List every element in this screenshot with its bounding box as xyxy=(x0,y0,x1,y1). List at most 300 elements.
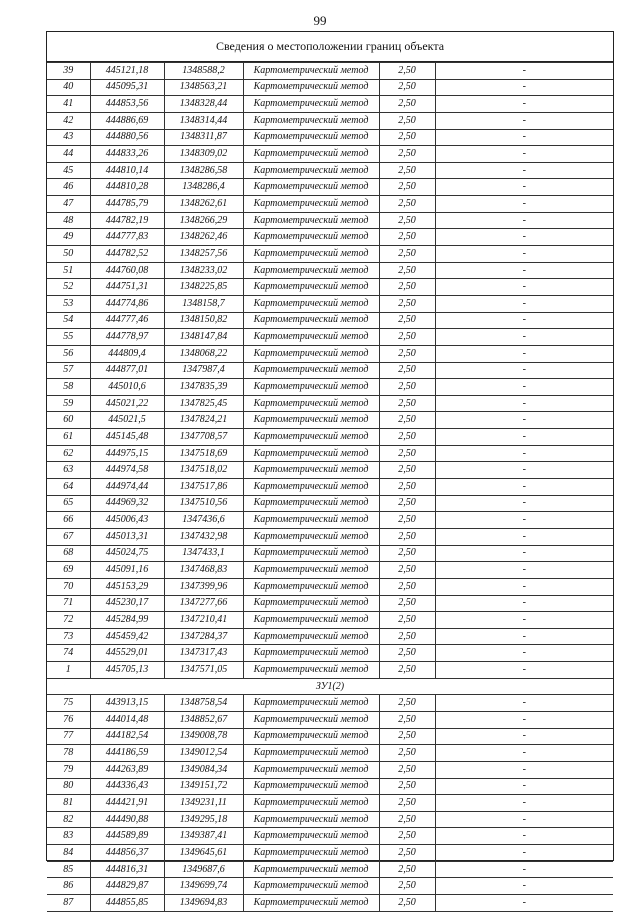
x-coordinate-cell: 444855,85 xyxy=(90,895,164,912)
method-cell: Картометрический метод xyxy=(243,728,379,745)
description-cell: - xyxy=(435,229,613,246)
point-number-cell: 54 xyxy=(47,312,90,329)
method-cell: Картометрический метод xyxy=(243,445,379,462)
point-number-cell: 81 xyxy=(47,795,90,812)
y-coordinate-cell: 1347708,57 xyxy=(164,429,243,446)
table-row xyxy=(47,878,613,895)
accuracy-cell: 2,50 xyxy=(379,196,435,213)
description-cell: - xyxy=(435,79,613,96)
description-cell: - xyxy=(435,462,613,479)
y-coordinate-cell: 1348233,02 xyxy=(164,262,243,279)
y-coordinate-cell: 1347510,56 xyxy=(164,495,243,512)
point-number-cell: 60 xyxy=(47,412,90,429)
y-coordinate-cell: 1349084,34 xyxy=(164,761,243,778)
method-cell: Картометрический метод xyxy=(243,711,379,728)
point-number-cell: 39 xyxy=(47,63,90,80)
x-coordinate-cell: 445284,99 xyxy=(90,612,164,629)
x-coordinate-cell: 445010,6 xyxy=(90,379,164,396)
method-cell: Картометрический метод xyxy=(243,495,379,512)
y-coordinate-cell: 1348225,85 xyxy=(164,279,243,296)
method-cell: Картометрический метод xyxy=(243,179,379,196)
x-coordinate-cell: 444589,89 xyxy=(90,828,164,845)
table-row xyxy=(47,795,613,812)
method-cell: Картометрический метод xyxy=(243,828,379,845)
y-coordinate-cell: 1348286,4 xyxy=(164,179,243,196)
description-cell: - xyxy=(435,63,613,80)
description-cell: - xyxy=(435,662,613,679)
method-cell: Картометрический метод xyxy=(243,595,379,612)
x-coordinate-cell: 444877,01 xyxy=(90,362,164,379)
description-cell: - xyxy=(435,745,613,762)
description-cell: - xyxy=(435,112,613,129)
accuracy-cell: 2,50 xyxy=(379,845,435,862)
x-coordinate-cell: 444969,32 xyxy=(90,495,164,512)
method-cell: Картометрический метод xyxy=(243,262,379,279)
method-cell: Картометрический метод xyxy=(243,329,379,346)
description-cell: - xyxy=(435,528,613,545)
x-coordinate-cell: 444853,56 xyxy=(90,96,164,113)
table-row xyxy=(47,63,613,80)
x-coordinate-cell: 444263,89 xyxy=(90,761,164,778)
point-number-cell: 77 xyxy=(47,728,90,745)
description-cell: - xyxy=(435,362,613,379)
x-coordinate-cell: 444816,31 xyxy=(90,861,164,878)
point-number-cell: 82 xyxy=(47,811,90,828)
x-coordinate-cell: 444974,44 xyxy=(90,479,164,496)
accuracy-cell: 2,50 xyxy=(379,279,435,296)
description-cell: - xyxy=(435,578,613,595)
coordinates-table-body xyxy=(47,63,613,912)
method-cell: Картометрический метод xyxy=(243,612,379,629)
accuracy-cell: 2,50 xyxy=(379,612,435,629)
point-number-cell: 74 xyxy=(47,645,90,662)
x-coordinate-cell: 444751,31 xyxy=(90,279,164,296)
point-number-cell: 64 xyxy=(47,479,90,496)
method-cell: Картометрический метод xyxy=(243,479,379,496)
x-coordinate-cell: 445006,43 xyxy=(90,512,164,529)
x-coordinate-cell: 445529,01 xyxy=(90,645,164,662)
accuracy-cell: 2,50 xyxy=(379,345,435,362)
point-number-cell: 40 xyxy=(47,79,90,96)
y-coordinate-cell: 1349694,83 xyxy=(164,895,243,912)
accuracy-cell: 2,50 xyxy=(379,229,435,246)
x-coordinate-cell: 445013,31 xyxy=(90,528,164,545)
accuracy-cell: 2,50 xyxy=(379,329,435,346)
description-cell: - xyxy=(435,828,613,845)
table-caption: Сведения о местоположении границ объекта xyxy=(47,32,613,62)
point-number-cell: 85 xyxy=(47,861,90,878)
table-row xyxy=(47,162,613,179)
x-coordinate-cell: 444782,19 xyxy=(90,212,164,229)
description-cell: - xyxy=(435,129,613,146)
method-cell: Картометрический метод xyxy=(243,63,379,80)
x-coordinate-cell: 444829,87 xyxy=(90,878,164,895)
accuracy-cell: 2,50 xyxy=(379,445,435,462)
x-coordinate-cell: 444810,28 xyxy=(90,179,164,196)
table-row xyxy=(47,512,613,529)
x-coordinate-cell: 445091,16 xyxy=(90,562,164,579)
point-number-cell: 87 xyxy=(47,895,90,912)
table-row xyxy=(47,279,613,296)
accuracy-cell: 2,50 xyxy=(379,246,435,263)
method-cell: Картометрический метод xyxy=(243,246,379,263)
description-cell: - xyxy=(435,279,613,296)
point-number-cell: 51 xyxy=(47,262,90,279)
coordinates-table xyxy=(47,62,613,912)
method-cell: Картометрический метод xyxy=(243,112,379,129)
point-number-cell: 49 xyxy=(47,229,90,246)
method-cell: Картометрический метод xyxy=(243,628,379,645)
table-row xyxy=(47,728,613,745)
x-coordinate-cell: 444782,52 xyxy=(90,246,164,263)
accuracy-cell: 2,50 xyxy=(379,512,435,529)
table-row xyxy=(47,79,613,96)
table-row xyxy=(47,711,613,728)
table-row xyxy=(47,479,613,496)
accuracy-cell: 2,50 xyxy=(379,429,435,446)
accuracy-cell: 2,50 xyxy=(379,162,435,179)
description-cell: - xyxy=(435,379,613,396)
method-cell: Картометрический метод xyxy=(243,312,379,329)
point-number-cell: 80 xyxy=(47,778,90,795)
method-cell: Картометрический метод xyxy=(243,162,379,179)
method-cell: Картометрический метод xyxy=(243,811,379,828)
description-cell: - xyxy=(435,329,613,346)
table-row xyxy=(47,129,613,146)
method-cell: Картометрический метод xyxy=(243,895,379,912)
point-number-cell: 52 xyxy=(47,279,90,296)
y-coordinate-cell: 1347825,45 xyxy=(164,395,243,412)
point-number-cell: 43 xyxy=(47,129,90,146)
description-cell: - xyxy=(435,895,613,912)
point-number-cell: 50 xyxy=(47,246,90,263)
accuracy-cell: 2,50 xyxy=(379,179,435,196)
method-cell: Картометрический метод xyxy=(243,96,379,113)
description-cell: - xyxy=(435,412,613,429)
table-row xyxy=(47,362,613,379)
table-row xyxy=(47,861,613,878)
description-cell: - xyxy=(435,778,613,795)
method-cell: Картометрический метод xyxy=(243,745,379,762)
description-cell: - xyxy=(435,96,613,113)
point-number-cell: 53 xyxy=(47,295,90,312)
point-number-cell: 79 xyxy=(47,761,90,778)
table-row xyxy=(47,745,613,762)
table-row xyxy=(47,462,613,479)
y-coordinate-cell: 1348588,2 xyxy=(164,63,243,80)
point-number-cell: 76 xyxy=(47,711,90,728)
x-coordinate-cell: 444777,46 xyxy=(90,312,164,329)
description-cell: - xyxy=(435,246,613,263)
x-coordinate-cell: 445021,5 xyxy=(90,412,164,429)
point-number-cell: 42 xyxy=(47,112,90,129)
table-row xyxy=(47,329,613,346)
description-cell: - xyxy=(435,711,613,728)
table-row xyxy=(47,828,613,845)
table-row xyxy=(47,811,613,828)
y-coordinate-cell: 1348262,61 xyxy=(164,196,243,213)
method-cell: Картометрический метод xyxy=(243,645,379,662)
method-cell: Картометрический метод xyxy=(243,761,379,778)
method-cell: Картометрический метод xyxy=(243,196,379,213)
accuracy-cell: 2,50 xyxy=(379,695,435,712)
x-coordinate-cell: 444760,08 xyxy=(90,262,164,279)
x-coordinate-cell: 444785,79 xyxy=(90,196,164,213)
section-row xyxy=(47,678,613,695)
description-cell: - xyxy=(435,262,613,279)
x-coordinate-cell: 444421,91 xyxy=(90,795,164,812)
point-number-cell: 47 xyxy=(47,196,90,213)
point-number-cell: 67 xyxy=(47,528,90,545)
accuracy-cell: 2,50 xyxy=(379,878,435,895)
method-cell: Картометрический метод xyxy=(243,512,379,529)
y-coordinate-cell: 1348311,87 xyxy=(164,129,243,146)
y-coordinate-cell: 1348758,54 xyxy=(164,695,243,712)
accuracy-cell: 2,50 xyxy=(379,295,435,312)
table-row xyxy=(47,545,613,562)
y-coordinate-cell: 1348147,84 xyxy=(164,329,243,346)
y-coordinate-cell: 1348257,56 xyxy=(164,246,243,263)
y-coordinate-cell: 1347517,86 xyxy=(164,479,243,496)
page-number: 99 xyxy=(313,13,327,28)
accuracy-cell: 2,50 xyxy=(379,479,435,496)
description-cell: - xyxy=(435,878,613,895)
table-row xyxy=(47,778,613,795)
boundary-table-frame xyxy=(46,31,614,908)
description-cell: - xyxy=(435,861,613,878)
y-coordinate-cell: 1347436,6 xyxy=(164,512,243,529)
accuracy-cell: 2,50 xyxy=(379,462,435,479)
accuracy-cell: 2,50 xyxy=(379,262,435,279)
table-row xyxy=(47,761,613,778)
table-row xyxy=(47,495,613,512)
x-coordinate-cell: 445145,48 xyxy=(90,429,164,446)
x-coordinate-cell: 443913,15 xyxy=(90,695,164,712)
x-coordinate-cell: 444809,4 xyxy=(90,345,164,362)
x-coordinate-cell: 445024,75 xyxy=(90,545,164,562)
point-number-cell: 44 xyxy=(47,146,90,163)
point-number-cell: 75 xyxy=(47,695,90,712)
x-coordinate-cell: 445095,31 xyxy=(90,79,164,96)
point-number-cell: 71 xyxy=(47,595,90,612)
point-number-cell: 57 xyxy=(47,362,90,379)
y-coordinate-cell: 1349387,41 xyxy=(164,828,243,845)
point-number-cell: 46 xyxy=(47,179,90,196)
method-cell: Картометрический метод xyxy=(243,279,379,296)
description-cell: - xyxy=(435,312,613,329)
accuracy-cell: 2,50 xyxy=(379,778,435,795)
accuracy-cell: 2,50 xyxy=(379,745,435,762)
table-row xyxy=(47,695,613,712)
y-coordinate-cell: 1347835,39 xyxy=(164,379,243,396)
table-row xyxy=(47,429,613,446)
table-row xyxy=(47,262,613,279)
point-number-cell: 62 xyxy=(47,445,90,462)
point-number-cell: 69 xyxy=(47,562,90,579)
point-number-cell: 48 xyxy=(47,212,90,229)
description-cell: - xyxy=(435,146,613,163)
table-row xyxy=(47,96,613,113)
method-cell: Картометрический метод xyxy=(243,295,379,312)
table-row xyxy=(47,445,613,462)
point-number-cell: 41 xyxy=(47,96,90,113)
x-coordinate-cell: 444186,59 xyxy=(90,745,164,762)
table-row xyxy=(47,246,613,263)
point-number-cell: 68 xyxy=(47,545,90,562)
description-cell: - xyxy=(435,845,613,862)
point-number-cell: 73 xyxy=(47,628,90,645)
y-coordinate-cell: 1347210,41 xyxy=(164,612,243,629)
y-coordinate-cell: 1348158,7 xyxy=(164,295,243,312)
table-row xyxy=(47,395,613,412)
accuracy-cell: 2,50 xyxy=(379,362,435,379)
method-cell: Картометрический метод xyxy=(243,362,379,379)
method-cell: Картометрический метод xyxy=(243,878,379,895)
y-coordinate-cell: 1349645,61 xyxy=(164,845,243,862)
x-coordinate-cell: 444336,43 xyxy=(90,778,164,795)
table-row xyxy=(47,196,613,213)
accuracy-cell: 2,50 xyxy=(379,528,435,545)
y-coordinate-cell: 1347468,83 xyxy=(164,562,243,579)
method-cell: Картометрический метод xyxy=(243,379,379,396)
point-number-cell: 83 xyxy=(47,828,90,845)
table-row xyxy=(47,845,613,862)
description-cell: - xyxy=(435,179,613,196)
accuracy-cell: 2,50 xyxy=(379,79,435,96)
x-coordinate-cell: 444810,14 xyxy=(90,162,164,179)
table-row xyxy=(47,645,613,662)
point-number-cell: 65 xyxy=(47,495,90,512)
accuracy-cell: 2,50 xyxy=(379,395,435,412)
method-cell: Картометрический метод xyxy=(243,778,379,795)
y-coordinate-cell: 1348328,44 xyxy=(164,96,243,113)
description-cell: - xyxy=(435,345,613,362)
table-row xyxy=(47,628,613,645)
x-coordinate-cell: 445459,42 xyxy=(90,628,164,645)
description-cell: - xyxy=(435,612,613,629)
method-cell: Картометрический метод xyxy=(243,695,379,712)
accuracy-cell: 2,50 xyxy=(379,645,435,662)
method-cell: Картометрический метод xyxy=(243,146,379,163)
accuracy-cell: 2,50 xyxy=(379,379,435,396)
table-row xyxy=(47,612,613,629)
y-coordinate-cell: 1348266,29 xyxy=(164,212,243,229)
table-row xyxy=(47,895,613,912)
description-cell: - xyxy=(435,429,613,446)
description-cell: - xyxy=(435,445,613,462)
y-coordinate-cell: 1348309,02 xyxy=(164,146,243,163)
x-coordinate-cell: 444777,83 xyxy=(90,229,164,246)
method-cell: Картометрический метод xyxy=(243,429,379,446)
x-coordinate-cell: 444886,69 xyxy=(90,112,164,129)
description-cell: - xyxy=(435,595,613,612)
accuracy-cell: 2,50 xyxy=(379,129,435,146)
method-cell: Картометрический метод xyxy=(243,395,379,412)
description-cell: - xyxy=(435,628,613,645)
x-coordinate-cell: 444182,54 xyxy=(90,728,164,745)
description-cell: - xyxy=(435,196,613,213)
x-coordinate-cell: 444975,15 xyxy=(90,445,164,462)
y-coordinate-cell: 1349295,18 xyxy=(164,811,243,828)
method-cell: Картометрический метод xyxy=(243,562,379,579)
description-cell: - xyxy=(435,512,613,529)
point-number-cell: 56 xyxy=(47,345,90,362)
table-row xyxy=(47,528,613,545)
point-number-cell: 86 xyxy=(47,878,90,895)
accuracy-cell: 2,50 xyxy=(379,711,435,728)
table-row xyxy=(47,379,613,396)
accuracy-cell: 2,50 xyxy=(379,728,435,745)
description-cell: - xyxy=(435,811,613,828)
accuracy-cell: 2,50 xyxy=(379,578,435,595)
y-coordinate-cell: 1347277,66 xyxy=(164,595,243,612)
method-cell: Картометрический метод xyxy=(243,528,379,545)
y-coordinate-cell: 1347518,02 xyxy=(164,462,243,479)
method-cell: Картометрический метод xyxy=(243,462,379,479)
y-coordinate-cell: 1348286,58 xyxy=(164,162,243,179)
point-number-cell: 59 xyxy=(47,395,90,412)
table-row xyxy=(47,345,613,362)
description-cell: - xyxy=(435,645,613,662)
point-number-cell: 1 xyxy=(47,662,90,679)
accuracy-cell: 2,50 xyxy=(379,562,435,579)
y-coordinate-cell: 1348314,44 xyxy=(164,112,243,129)
y-coordinate-cell: 1349151,72 xyxy=(164,778,243,795)
method-cell: Картометрический метод xyxy=(243,861,379,878)
method-cell: Картометрический метод xyxy=(243,129,379,146)
y-coordinate-cell: 1349012,54 xyxy=(164,745,243,762)
point-number-cell: 45 xyxy=(47,162,90,179)
accuracy-cell: 2,50 xyxy=(379,146,435,163)
accuracy-cell: 2,50 xyxy=(379,828,435,845)
method-cell: Картометрический метод xyxy=(243,795,379,812)
accuracy-cell: 2,50 xyxy=(379,412,435,429)
description-cell: - xyxy=(435,728,613,745)
method-cell: Картометрический метод xyxy=(243,845,379,862)
y-coordinate-cell: 1347284,37 xyxy=(164,628,243,645)
table-row xyxy=(47,595,613,612)
accuracy-cell: 2,50 xyxy=(379,595,435,612)
y-coordinate-cell: 1347824,21 xyxy=(164,412,243,429)
description-cell: - xyxy=(435,761,613,778)
accuracy-cell: 2,50 xyxy=(379,63,435,80)
x-coordinate-cell: 444490,88 xyxy=(90,811,164,828)
table-row xyxy=(47,562,613,579)
accuracy-cell: 2,50 xyxy=(379,312,435,329)
y-coordinate-cell: 1347399,96 xyxy=(164,578,243,595)
method-cell: Картометрический метод xyxy=(243,229,379,246)
accuracy-cell: 2,50 xyxy=(379,662,435,679)
x-coordinate-cell: 444778,97 xyxy=(90,329,164,346)
method-cell: Картометрический метод xyxy=(243,212,379,229)
method-cell: Картометрический метод xyxy=(243,545,379,562)
x-coordinate-cell: 444833,26 xyxy=(90,146,164,163)
y-coordinate-cell: 1349687,6 xyxy=(164,861,243,878)
description-cell: - xyxy=(435,545,613,562)
description-cell: - xyxy=(435,295,613,312)
y-coordinate-cell: 1349008,78 xyxy=(164,728,243,745)
y-coordinate-cell: 1347433,1 xyxy=(164,545,243,562)
accuracy-cell: 2,50 xyxy=(379,795,435,812)
point-number-cell: 55 xyxy=(47,329,90,346)
y-coordinate-cell: 1348852,67 xyxy=(164,711,243,728)
description-cell: - xyxy=(435,562,613,579)
point-number-cell: 84 xyxy=(47,845,90,862)
description-cell: - xyxy=(435,479,613,496)
point-number-cell: 58 xyxy=(47,379,90,396)
method-cell: Картометрический метод xyxy=(243,345,379,362)
method-cell: Картометрический метод xyxy=(243,662,379,679)
